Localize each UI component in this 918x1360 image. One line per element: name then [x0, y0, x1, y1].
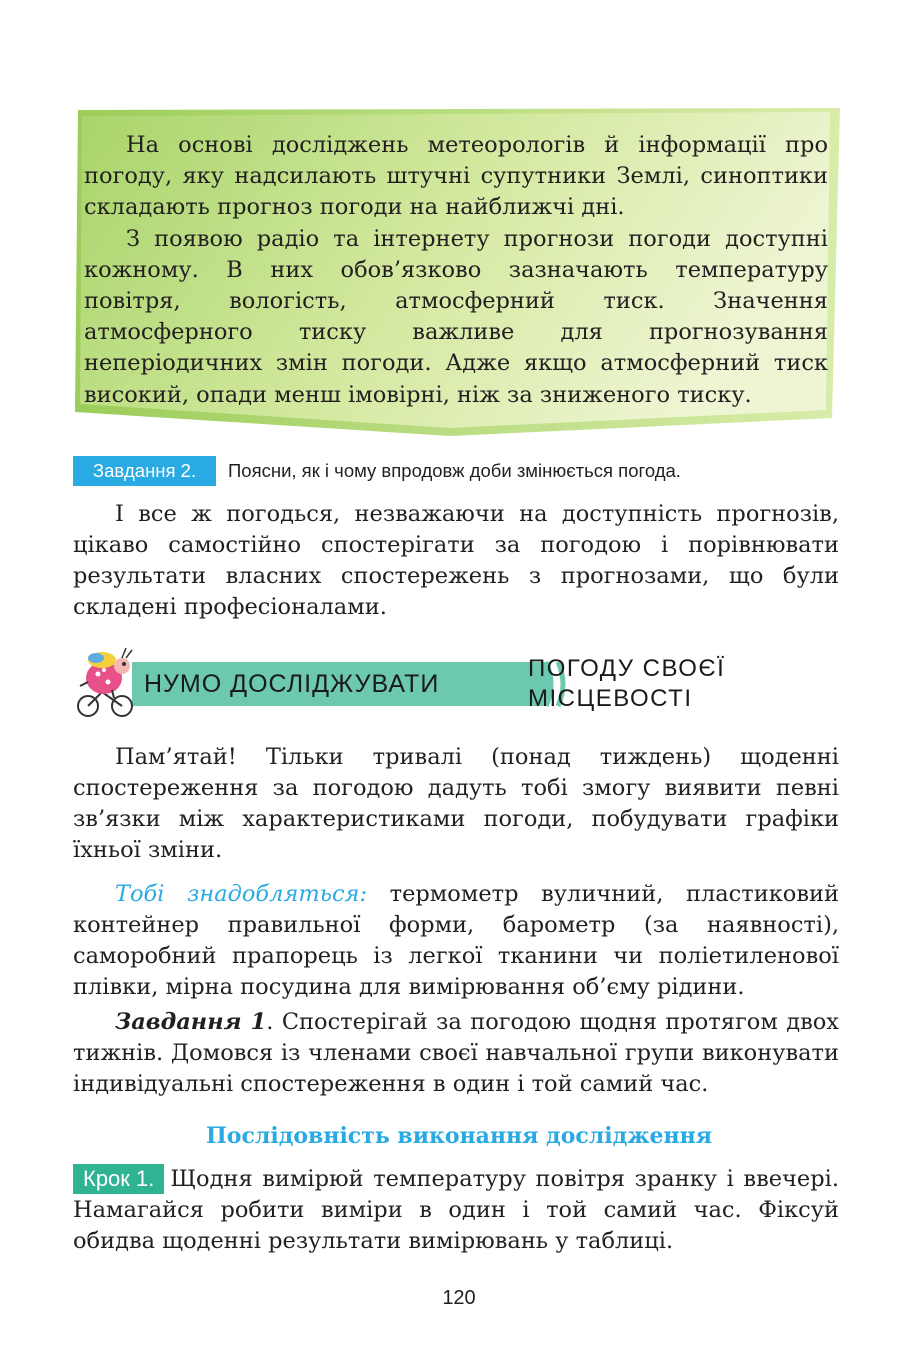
bicycle-bug-mascot-icon [74, 642, 138, 720]
step-1-text: Щодня вимірюй температуру повітря зранку і ввечері. Намагайся робити виміри в один і той самий час. Фіксуй обидва щоденні результати вимірювань у таблиці. [73, 1166, 839, 1254]
info-text [84, 130, 828, 411]
materials-lead: Тобі знадобляться: [115, 881, 368, 907]
research-banner [72, 642, 852, 722]
sequence-heading: Послідовність виконання дослідження [206, 1123, 712, 1149]
task-2-text: Поясни, як і чому впродовж доби змінюється погода. [228, 460, 681, 481]
info-box [70, 108, 843, 438]
forecast-paragraph: І все ж погодься, незважаючи на доступність прогнозів, цікаво самостійно спостерігати за погодою і порівнювати результати власних спостережень з прогнозами, що були складені професіоналами. [73, 501, 839, 620]
banner-strip [132, 662, 550, 706]
step-1-paragraph [73, 1164, 839, 1257]
task-1-text: . Спостерігай за погодою щодня протягом двох тижнів. Домовся із членами своєї навчальної групи виконувати індивідуальні спостереження в один і той самий час. [73, 1009, 839, 1097]
remember-paragraph: Пам’ятай! Тільки тривалі (понад тиждень) щоденні спостереження за погодою дадуть тобі змогу виявити певні зв’язки між характеристиками погоди, побудувати графіки їхньої зміни. [73, 744, 839, 863]
task-1-paragraph [73, 1007, 839, 1100]
banner-title: НУМО ДОСЛІДЖУВАТИ [144, 670, 440, 698]
info-paragraph-1: На основі досліджень метеорологів й інформації про погоду, яку надсилають штучні супутники Землі, синоптики складають прогноз погоди на найближчі дні. [84, 132, 828, 221]
page-number: 120 [442, 1287, 476, 1309]
info-paragraph-2: З появою радіо та інтернету прогнози погоди доступні кожному. В них обов’язково зазначають температуру повітря, вологість, атмосферний тиск. Значення атмосферного тиску важливе для прогнозування неперіодичних змін погоди. Адже якщо атмосферний тиск високий, опади менш імовірні, ніж за зниженого тиску. [84, 225, 828, 408]
task-1-lead: Завдання 1 [115, 1009, 267, 1035]
task-2-label: Завдання 2. [73, 456, 216, 486]
banner-subtitle [528, 654, 725, 714]
materials-text: термометр вуличний, пластиковий контейнер правильної форми, барометр (за наявності), саморобний прапорець із легкої тканини чи поліетиленової плівки, мірна посудина для вимірювання об’єму рідини. [73, 881, 839, 1000]
step-1-label: Крок 1. [73, 1164, 164, 1194]
materials-paragraph [73, 879, 839, 1003]
banner-subtitle-line-2: МІСЦЕВОСТІ [528, 685, 693, 712]
task-2-row [73, 456, 853, 486]
banner-subtitle-line-1: ПОГОДУ СВОЄЇ [528, 655, 726, 682]
